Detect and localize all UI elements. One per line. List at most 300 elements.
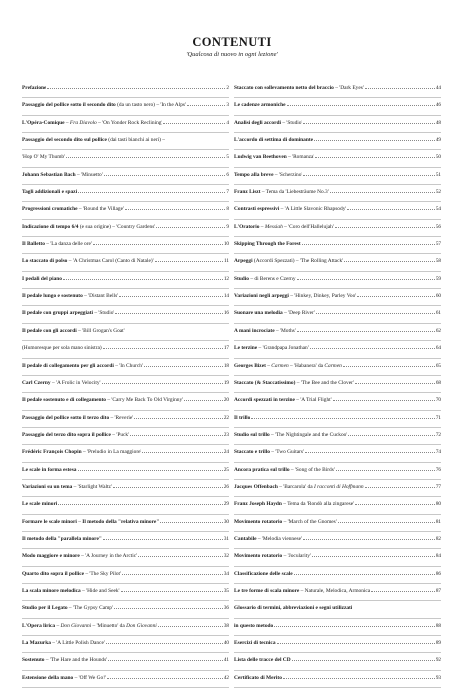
toc-entry-title bbox=[22, 224, 155, 231]
toc-entry bbox=[234, 376, 441, 393]
dot-leader bbox=[108, 660, 223, 661]
toc-entry-text: – 'The Nightingale and the Cuckoo' bbox=[269, 431, 348, 438]
toc-entry bbox=[234, 584, 441, 601]
toc-entry bbox=[234, 497, 441, 514]
toc-entry-text: Classificazione delle scale bbox=[234, 570, 293, 577]
dot-leader bbox=[155, 261, 223, 262]
toc-entry-text: Tempo alla breve bbox=[234, 171, 274, 178]
toc-entry bbox=[234, 549, 441, 566]
toc-entry-page: 2 bbox=[226, 85, 229, 91]
toc-entry bbox=[22, 324, 229, 341]
toc-entry-page: 87 bbox=[435, 587, 441, 594]
toc-entry-title bbox=[234, 415, 250, 422]
dot-leader bbox=[365, 487, 435, 488]
toc-entry bbox=[22, 359, 229, 376]
dot-leader bbox=[336, 470, 435, 471]
toc-entry-page: 32 bbox=[223, 553, 229, 560]
toc-entry bbox=[234, 445, 441, 462]
toc-entry-text: Don Giovanni bbox=[60, 622, 92, 629]
toc-entry-title bbox=[22, 432, 129, 439]
toc-entry-text: L'accordo di settima di dominante bbox=[234, 137, 314, 144]
toc-entry-title bbox=[234, 571, 293, 578]
toc-entry bbox=[22, 202, 229, 219]
toc-entry-text: – 'La danza delle ore' bbox=[44, 241, 92, 248]
toc-entry-text: – 'Studio' bbox=[92, 310, 115, 317]
toc-entry bbox=[22, 306, 229, 323]
toc-entry-text: Il pedale lungo e sostenuto bbox=[22, 293, 83, 300]
toc-entry-title bbox=[234, 553, 311, 560]
dot-leader bbox=[58, 504, 222, 505]
dot-leader bbox=[348, 435, 434, 436]
toc-entry-text: Le cadenze armoniche bbox=[234, 102, 286, 109]
toc-entry-text: La scala minore melodica bbox=[22, 587, 81, 594]
toc-entry-text: – 'Studio' bbox=[281, 119, 303, 126]
toc-entry-page: 29 bbox=[223, 501, 229, 508]
toc-entry-page: 38 bbox=[223, 622, 229, 629]
toc-entry bbox=[22, 567, 229, 584]
toc-entry-page: 14 bbox=[223, 293, 229, 300]
toc-entry bbox=[234, 480, 441, 497]
dot-leader bbox=[251, 418, 434, 419]
toc-entry bbox=[234, 324, 441, 341]
toc-entry-page: 17 bbox=[223, 345, 229, 352]
toc-entry-text: Prefazione bbox=[22, 85, 47, 91]
toc-entry-text: (e sua origine) – 'Country Gardens' bbox=[78, 223, 156, 230]
toc-entry bbox=[234, 98, 441, 115]
dot-leader bbox=[78, 470, 223, 471]
toc-entry-text: Staccato (& Staccatissimo) bbox=[234, 379, 296, 386]
toc-entry-title bbox=[22, 449, 141, 456]
toc-entry-title bbox=[234, 432, 347, 439]
toc-entry-text: (da un tasto nero) – 'In the Alps' bbox=[115, 102, 186, 109]
dot-leader bbox=[371, 591, 435, 592]
toc-entry-text: Tagli addizionali e spazi bbox=[22, 189, 78, 196]
toc-entry bbox=[22, 480, 229, 497]
toc-entry-text: Cantabile bbox=[234, 535, 257, 542]
toc-entry-text: Studio sul trillo bbox=[234, 431, 270, 438]
toc-entry-page: 88 bbox=[435, 622, 441, 629]
toc-entry-page: 19 bbox=[223, 379, 229, 386]
toc-entry-text: Il pedale di collegamento per gli accordi bbox=[22, 362, 114, 369]
toc-entry-text: Passaggio del secondo dito sul pollice bbox=[22, 137, 107, 144]
toc-entry-text: – Tema da 'Rondò alla zingarese' bbox=[281, 501, 355, 508]
toc-entry-text: Sostenuto bbox=[22, 657, 45, 664]
toc-entry-text: Studio bbox=[234, 275, 249, 282]
toc-entry-title bbox=[22, 553, 137, 560]
toc-entry bbox=[234, 463, 441, 480]
toc-entry-text: Staccato e trillo bbox=[234, 449, 270, 456]
dot-leader bbox=[347, 209, 434, 210]
toc-entry-title bbox=[234, 345, 309, 352]
toc-entry-title bbox=[234, 224, 334, 231]
toc-entry-title bbox=[234, 310, 315, 317]
dot-leader bbox=[355, 504, 435, 505]
dot-leader bbox=[134, 418, 223, 419]
toc-entry-title bbox=[234, 328, 296, 335]
toc-entry-title bbox=[22, 675, 106, 682]
toc-entry-page: 54 bbox=[435, 206, 441, 213]
toc-entry-page: 41 bbox=[223, 657, 229, 664]
toc-entry-title bbox=[22, 206, 124, 213]
toc-entry-page: 89 bbox=[435, 640, 441, 646]
toc-entry bbox=[22, 133, 229, 150]
toc-entry-text: – 'Hide and Seek' bbox=[80, 587, 120, 594]
dot-leader bbox=[283, 678, 435, 679]
toc-entry-title bbox=[234, 120, 302, 127]
toc-entry-text: – 'The Gypsy Camp' bbox=[67, 605, 113, 612]
dot-leader bbox=[357, 296, 435, 297]
dot-leader bbox=[122, 574, 223, 575]
toc-entry-text: (Accordi Spezzati) – 'The Rolling Attack' bbox=[252, 258, 344, 265]
toc-entry-text: Il pedale con gli accordi bbox=[22, 327, 77, 334]
toc-entry-title bbox=[22, 154, 65, 161]
toc-entry-text: Jacques Offenbach bbox=[234, 483, 278, 490]
toc-entry-text: Il metodo della "parallela minore" bbox=[22, 535, 102, 542]
toc-entry bbox=[22, 411, 229, 428]
toc-entry-page: 59 bbox=[435, 275, 441, 282]
toc-entry bbox=[22, 220, 229, 237]
toc-entry-text: – bbox=[259, 223, 265, 230]
toc-entry-text: – bbox=[64, 119, 70, 126]
toc-entry-title bbox=[234, 206, 346, 213]
toc-entry bbox=[234, 116, 441, 133]
toc-entry-title bbox=[234, 189, 329, 196]
toc-entry bbox=[234, 393, 441, 410]
toc-entry-title bbox=[22, 189, 77, 196]
toc-entry-text: – 'The Bee and the Clover' bbox=[295, 379, 354, 386]
toc-entry-text: – 'Moths' bbox=[274, 327, 296, 334]
toc-entry-page: 26 bbox=[223, 483, 229, 490]
toc-entry-page: 40 bbox=[223, 640, 229, 646]
toc-entry-text: – 'Song of the Birds' bbox=[289, 466, 335, 473]
toc-right-column bbox=[234, 81, 441, 688]
toc-entry-text: Skipping Through the Forest bbox=[234, 241, 301, 248]
toc-entry-title bbox=[234, 137, 313, 144]
toc-entry-text: L'Oratorio bbox=[234, 223, 260, 230]
toc-entry-page: 31 bbox=[223, 535, 229, 542]
dot-leader bbox=[121, 591, 223, 592]
toc-entry bbox=[234, 168, 441, 185]
toc-entry-title bbox=[22, 415, 133, 422]
toc-entry-title bbox=[22, 519, 159, 526]
toc-entry-text: Passaggio del pollice sotto il secondo dito bbox=[22, 102, 116, 109]
toc-entry-text: – 'Puck' bbox=[110, 431, 130, 438]
toc-entry-title bbox=[234, 657, 291, 664]
toc-entry-text: Fra Diavolo bbox=[69, 119, 97, 126]
toc-entry-page: 46 bbox=[435, 102, 441, 109]
toc-entry-title bbox=[234, 675, 282, 682]
toc-entry-text: Certificato di Merito bbox=[234, 674, 282, 681]
toc-entry-page: 65 bbox=[435, 362, 441, 369]
toc-entry-title bbox=[22, 501, 57, 508]
toc-entry-title bbox=[22, 293, 118, 300]
dot-leader bbox=[158, 626, 223, 627]
toc-entry-title bbox=[22, 380, 101, 387]
dot-leader bbox=[125, 209, 225, 210]
toc-entry bbox=[22, 515, 229, 532]
toc-entry-text: Modo maggiore e minore bbox=[22, 553, 80, 560]
toc-entry-title bbox=[22, 310, 114, 317]
toc-entry-text: Il trillo bbox=[234, 414, 251, 421]
dot-leader bbox=[277, 643, 435, 644]
dot-leader bbox=[315, 157, 434, 158]
dot-leader bbox=[302, 244, 435, 245]
toc-entry-page: 58 bbox=[435, 258, 441, 265]
toc-entry-text: I racconti di Hoffmann bbox=[313, 483, 364, 490]
toc-entry-text: – 'Scherzino' bbox=[273, 171, 303, 178]
toc-entry-text: Quarto dito sopra il pollice bbox=[22, 570, 84, 577]
toc-entry-page: 64 bbox=[435, 345, 441, 352]
toc-entry-title bbox=[22, 85, 46, 92]
toc-entry-text: I pedali del piano bbox=[22, 275, 62, 282]
toc-entry-page: 86 bbox=[435, 570, 441, 577]
toc-entry-text: – 'Deep River' bbox=[282, 310, 315, 317]
toc-entry bbox=[22, 272, 229, 289]
toc-entry-text: Lo staccato di polso bbox=[22, 258, 68, 265]
toc-entry-text: L'Opéra-Comique bbox=[22, 119, 65, 126]
toc-entry bbox=[22, 168, 229, 185]
toc-entry bbox=[22, 549, 229, 566]
dot-leader bbox=[187, 105, 225, 106]
toc-entry-page: 12 bbox=[223, 275, 229, 282]
toc-entry-text: Carmen bbox=[271, 362, 289, 369]
dot-leader bbox=[114, 608, 223, 609]
toc-entry-text: Lista delle tracce del CD bbox=[234, 657, 291, 664]
toc-entry-page: 11 bbox=[224, 258, 229, 265]
toc-entry bbox=[22, 98, 229, 115]
toc-entry-title bbox=[234, 380, 354, 387]
dot-leader bbox=[287, 105, 435, 106]
dot-leader bbox=[93, 244, 223, 245]
toc-entry-title bbox=[22, 120, 162, 127]
toc-entry-text: – 'A Little Polish Dance' bbox=[50, 640, 105, 646]
toc-entry-text: (Humoresque per sola mano sinistra) bbox=[22, 345, 102, 352]
toc-entry-page: 10 bbox=[223, 241, 229, 248]
toc-entry-title bbox=[234, 102, 286, 109]
dot-leader bbox=[119, 296, 223, 297]
toc-entry-page: 56 bbox=[435, 223, 441, 230]
toc-entry-page: 71 bbox=[435, 414, 441, 421]
toc-entry-text: – 'Melodia viennese' bbox=[256, 535, 302, 542]
toc-entry bbox=[22, 376, 229, 393]
toc-entry-text: Franz Joseph Haydn bbox=[234, 501, 282, 508]
toc-entry-text: Estensione della mano bbox=[22, 674, 74, 681]
toc-entry-text: Glossario di termini, abbreviazioni e segni utilizzati bbox=[234, 605, 353, 612]
dot-leader bbox=[330, 192, 435, 193]
toc-entry-page: 52 bbox=[435, 189, 441, 196]
toc-entry-title bbox=[234, 588, 370, 595]
toc-entry bbox=[234, 81, 441, 98]
dot-leader bbox=[303, 123, 434, 124]
dot-leader bbox=[305, 452, 435, 453]
toc-entry bbox=[22, 445, 229, 462]
toc-entry-text: Movimento rotatorio bbox=[234, 518, 283, 525]
dot-leader bbox=[335, 227, 435, 228]
toc-entry-text: – di Berens e Czerny bbox=[248, 275, 296, 282]
toc-entry bbox=[234, 289, 441, 306]
toc-entry-text: Staccato con sollevamento netto del braccio bbox=[234, 85, 334, 91]
toc-entry bbox=[234, 254, 441, 271]
toc-entry-text: Passaggio del terzo dito sopra il pollice bbox=[22, 431, 111, 438]
toc-entry bbox=[22, 619, 229, 636]
dot-leader bbox=[103, 539, 223, 540]
toc-entry-title bbox=[22, 328, 125, 335]
dot-leader bbox=[102, 383, 223, 384]
toc-entry-page: 42 bbox=[223, 674, 229, 681]
toc-entry-text: L'Opera lirica bbox=[22, 622, 56, 629]
toc-entry bbox=[234, 272, 441, 289]
toc-entry-text: – 'Carry Me Back To Old Virginny' bbox=[106, 397, 184, 404]
toc-entry-page: 22 bbox=[223, 414, 229, 421]
toc-entry-page: 16 bbox=[223, 310, 229, 317]
toc-entry bbox=[234, 515, 441, 532]
dot-leader bbox=[106, 643, 223, 644]
toc-entry-title bbox=[234, 241, 301, 248]
toc-entry bbox=[22, 584, 229, 601]
toc-entry bbox=[22, 150, 229, 167]
toc-entry-text: – 'Dark Eyes' bbox=[333, 85, 364, 91]
toc-entry-page: 49 bbox=[435, 137, 441, 144]
toc-entry-text: Arpeggi bbox=[234, 258, 253, 265]
toc-entry-title bbox=[22, 536, 102, 543]
toc-entry-page: 81 bbox=[435, 518, 441, 525]
toc-entry-page: 44 bbox=[435, 85, 441, 91]
page-title: CONTENUTI bbox=[192, 35, 272, 49]
toc-entry-title bbox=[234, 605, 352, 612]
toc-entry bbox=[234, 619, 441, 636]
toc-entry-text: – 'Distant Bells' bbox=[82, 293, 119, 300]
toc-entry-title bbox=[22, 363, 143, 370]
toc-entry-title bbox=[22, 258, 154, 265]
toc-entry-text: Johann Sebastian Bach bbox=[22, 171, 76, 178]
toc-entry-title bbox=[234, 640, 276, 647]
toc-entry-text: – 'Preludio in La maggiore' bbox=[81, 449, 142, 456]
toc-entry-text: – bbox=[265, 362, 272, 369]
toc-entry-text: Variazioni negli arpeggi bbox=[234, 293, 289, 300]
toc-entry-text: – Tema da 'Liebesträume No.3' bbox=[260, 189, 329, 196]
toc-entry-text: – 'On Yonder Rock Reclining' bbox=[96, 119, 163, 126]
toc-entry-text: – 'Reverie' bbox=[109, 414, 134, 421]
toc-entry-page: 34 bbox=[223, 570, 229, 577]
toc-entry-title bbox=[234, 363, 342, 370]
dot-leader bbox=[297, 279, 435, 280]
toc-entry bbox=[22, 237, 229, 254]
dot-leader bbox=[66, 157, 225, 158]
toc-entry-text: Franz Liszt bbox=[234, 189, 261, 196]
toc-entry-text: – 'A Christmas Carol (Canto di Natale)' bbox=[67, 258, 154, 265]
toc-entry bbox=[234, 601, 441, 618]
toc-entry-text: – bbox=[76, 518, 83, 525]
toc-entry bbox=[22, 497, 229, 514]
dot-leader bbox=[294, 574, 435, 575]
toc-entry-text: Suonare una melodia bbox=[234, 310, 283, 317]
toc-entry bbox=[22, 289, 229, 306]
toc-entry-page: 4 bbox=[226, 119, 229, 126]
dot-leader bbox=[343, 366, 435, 367]
toc-entry-title bbox=[22, 484, 112, 491]
toc-entry bbox=[234, 341, 441, 358]
toc-entry-text: Ludwig van Beethoven bbox=[234, 154, 287, 161]
toc-entry-title bbox=[234, 467, 335, 474]
toc-entry-text: Ancora pratica sul trillo bbox=[234, 466, 290, 473]
toc-entry-text: – 'The Hare and the Hounds' bbox=[44, 657, 108, 664]
toc-entry-title bbox=[22, 241, 92, 248]
toc-entry-title bbox=[22, 102, 186, 109]
toc-entry-text: – 'Two Guitars' bbox=[269, 449, 304, 456]
dot-leader bbox=[63, 279, 223, 280]
toc-entry-title bbox=[234, 85, 364, 92]
dot-leader bbox=[365, 88, 435, 89]
toc-entry-text: in questo metodo bbox=[234, 622, 274, 629]
toc-entry bbox=[234, 428, 441, 445]
toc-entry-page: 51 bbox=[435, 171, 441, 178]
toc-entry-text: Analisi degli accordi bbox=[234, 119, 282, 126]
toc-entry bbox=[22, 532, 229, 549]
toc-entry-text: (dai tasti bianchi ai neri) – bbox=[106, 137, 166, 144]
toc-entry-page: 77 bbox=[435, 483, 441, 490]
toc-entry-page: 7 bbox=[226, 189, 229, 196]
dot-leader bbox=[333, 400, 435, 401]
toc-entry bbox=[234, 150, 441, 167]
toc-entry-text: – Naturale, Melodica, Armonica bbox=[299, 587, 371, 594]
dot-leader bbox=[316, 313, 435, 314]
toc-entry-page: 36 bbox=[223, 605, 229, 612]
toc-entry-title bbox=[234, 397, 332, 404]
toc-entry-page: 25 bbox=[223, 466, 229, 473]
toc-entry-page: 35 bbox=[223, 587, 229, 594]
toc-entry-text: – 'Off We Go!' bbox=[73, 674, 106, 681]
toc-entry-page: 93 bbox=[435, 674, 441, 681]
dot-leader bbox=[312, 556, 435, 557]
toc-entry bbox=[234, 636, 441, 653]
toc-entry-page: 60 bbox=[435, 293, 441, 300]
toc-entry-text: Il metodo della "relativa minore" bbox=[82, 518, 160, 525]
toc-entry-title bbox=[234, 484, 364, 491]
toc-entry-text: – 'Minuetto' bbox=[75, 171, 103, 178]
toc-entry-page: 8 bbox=[226, 206, 229, 213]
toc-entry-text: – 'Minuetto' da bbox=[91, 622, 127, 629]
toc-entry-page: 6 bbox=[226, 171, 229, 178]
toc-entry bbox=[22, 428, 229, 445]
toc-entry bbox=[234, 133, 441, 150]
toc-entry-title bbox=[234, 519, 337, 526]
toc-entry-title bbox=[22, 571, 121, 578]
toc-entry bbox=[22, 341, 229, 358]
toc-entry-text: Le scale minori bbox=[22, 501, 58, 508]
toc-entry-text: Contrasti espressivi bbox=[234, 206, 280, 213]
dot-leader bbox=[160, 522, 223, 523]
dot-leader bbox=[138, 556, 223, 557]
toc-entry-title bbox=[234, 258, 343, 265]
dot-leader bbox=[274, 626, 435, 627]
dot-leader bbox=[130, 435, 223, 436]
toc-entry-text: Le terzine bbox=[234, 345, 258, 352]
dot-leader bbox=[47, 88, 225, 89]
toc-entry-text: Accordi spezzati in terzine bbox=[234, 397, 295, 404]
toc-entry bbox=[234, 359, 441, 376]
toc-entry-text: – 'Bill Grogan's Goat' bbox=[76, 327, 125, 334]
toc-entry bbox=[234, 185, 441, 202]
toc-entry-title bbox=[22, 467, 77, 474]
toc-entry-text: – 'Coro dell'Hallelujah' bbox=[282, 223, 334, 230]
toc-entry-page: 50 bbox=[435, 154, 441, 161]
toc-entry-text: – 'A Trial Flight' bbox=[294, 397, 332, 404]
toc-entry-page: 48 bbox=[435, 119, 441, 126]
toc-entry-text: Le tre forme di scala minore bbox=[234, 587, 300, 594]
dot-leader bbox=[292, 660, 435, 661]
toc-entry-text: Carmen bbox=[324, 362, 342, 369]
toc-entry-text: – 'A Little Slavonic Rhapsody' bbox=[279, 206, 347, 213]
